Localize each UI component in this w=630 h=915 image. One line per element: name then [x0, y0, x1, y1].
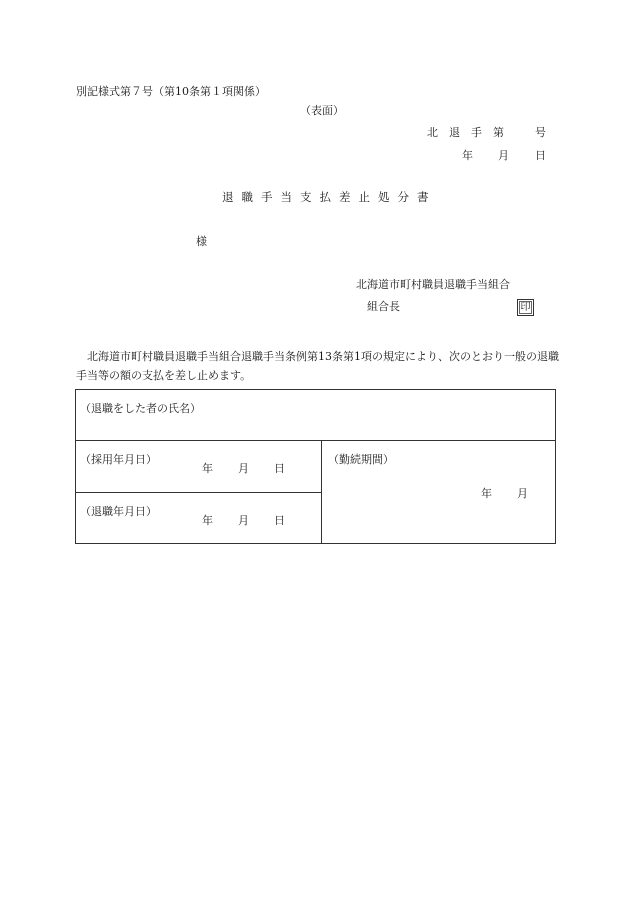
hire-date-month: 月	[238, 462, 249, 475]
side-label: （表面）	[300, 104, 344, 117]
table-row-divider	[76, 440, 555, 441]
issue-date-year: 年	[462, 149, 473, 162]
retire-date-day: 日	[274, 514, 285, 527]
retiree-name-label: （退職をした者の氏名）	[80, 402, 201, 415]
hire-date-day: 日	[274, 462, 285, 475]
body-text: 北海道市町村職員退職手当組合退職手当条例第13条第1項の規定により、次のとおり一般の退職手当等の額の支払を差し止めます。	[76, 350, 559, 382]
retire-date-year: 年	[202, 514, 213, 527]
form-number: 別記様式第７号（第10条第１項関係）	[76, 85, 266, 98]
info-table	[75, 389, 556, 544]
seal-mark: 印	[517, 299, 534, 316]
document-title: 退職手当支払差止処分書	[222, 190, 437, 204]
issue-date-day: 日	[535, 149, 546, 162]
service-period-label: （勤続期間）	[328, 453, 394, 466]
addressee-suffix: 様	[196, 235, 207, 248]
hire-date-label: （採用年月日）	[80, 453, 157, 466]
service-period-month: 月	[517, 487, 528, 500]
retire-date-month: 月	[238, 514, 249, 527]
issuer-organization: 北海道市町村職員退職手当組合	[356, 278, 510, 291]
issue-date-month: 月	[498, 149, 509, 162]
service-period-year: 年	[481, 487, 492, 500]
doc-number-label: 北 退 手 第	[427, 126, 504, 139]
hire-date-year: 年	[202, 462, 213, 475]
table-column-divider	[321, 440, 322, 543]
retire-date-label: （退職年月日）	[80, 505, 157, 518]
doc-number-suffix: 号	[535, 126, 546, 139]
issuer-position: 組合長	[367, 300, 400, 313]
table-inner-divider	[76, 492, 321, 493]
